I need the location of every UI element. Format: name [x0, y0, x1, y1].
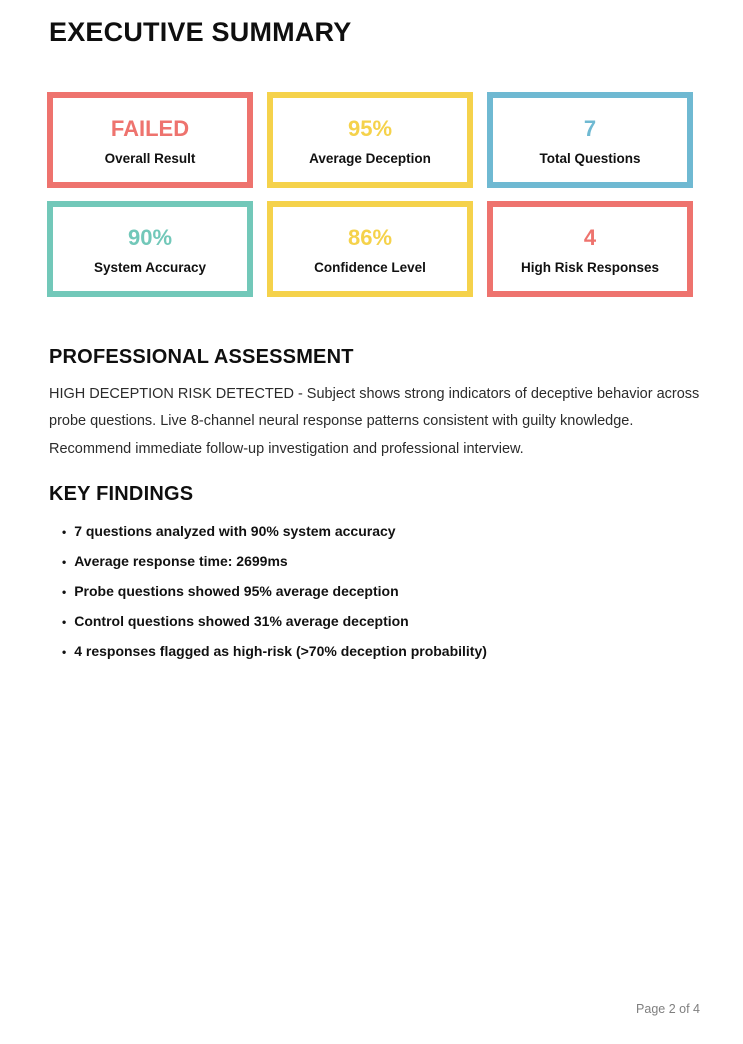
bullet-icon: •	[62, 525, 67, 539]
stat-value: 95%	[347, 116, 393, 142]
stat-label: High Risk Responses	[520, 260, 660, 276]
stat-card	[487, 201, 693, 297]
stat-value: 4	[583, 225, 597, 251]
stat-card-grid	[47, 92, 693, 297]
finding-item	[62, 554, 487, 570]
stat-card	[487, 92, 693, 188]
page-title: EXECUTIVE SUMMARY	[49, 17, 352, 47]
finding-text: 7 questions analyzed with 90% system accuracy	[74, 523, 396, 539]
assessment-body: HIGH DECEPTION RISK DETECTED - Subject shows strong indicators of deceptive behavior across probe questions. Live 8-channel neural response patterns consistent with guilty knowledge. Recommend immediate follow-up investigation and professional interview.	[49, 386, 700, 457]
stat-value: 86%	[347, 225, 393, 251]
stat-value: 7	[583, 116, 597, 142]
stat-label: Average Deception	[309, 151, 431, 167]
stat-card	[267, 92, 473, 188]
stat-label: Overall Result	[104, 151, 196, 167]
findings-heading: KEY FINDINGS	[49, 483, 194, 505]
finding-text: Probe questions showed 95% average deception	[74, 583, 399, 599]
stat-card	[267, 201, 473, 297]
finding-item	[62, 644, 487, 660]
finding-text: Control questions showed 31% average deception	[74, 613, 409, 629]
stat-card	[47, 92, 253, 188]
findings-list	[62, 524, 487, 674]
stat-label: System Accuracy	[93, 260, 207, 276]
stat-label: Confidence Level	[314, 260, 426, 276]
stat-value: FAILED	[110, 116, 190, 142]
bullet-icon: •	[62, 585, 67, 599]
stat-card	[47, 201, 253, 297]
finding-item	[62, 584, 487, 600]
stat-label: Total Questions	[539, 151, 641, 167]
bullet-icon: •	[62, 555, 67, 569]
page-number: Page 2 of 4	[636, 1002, 700, 1016]
finding-text: 4 responses flagged as high-risk (>70% deception probability)	[74, 643, 487, 659]
bullet-icon: •	[62, 645, 67, 659]
bullet-icon: •	[62, 615, 67, 629]
finding-item	[62, 524, 487, 540]
assessment-heading: PROFESSIONAL ASSESSMENT	[49, 346, 354, 368]
finding-item	[62, 614, 487, 630]
finding-text: Average response time: 2699ms	[74, 553, 288, 569]
stat-value: 90%	[127, 225, 173, 251]
